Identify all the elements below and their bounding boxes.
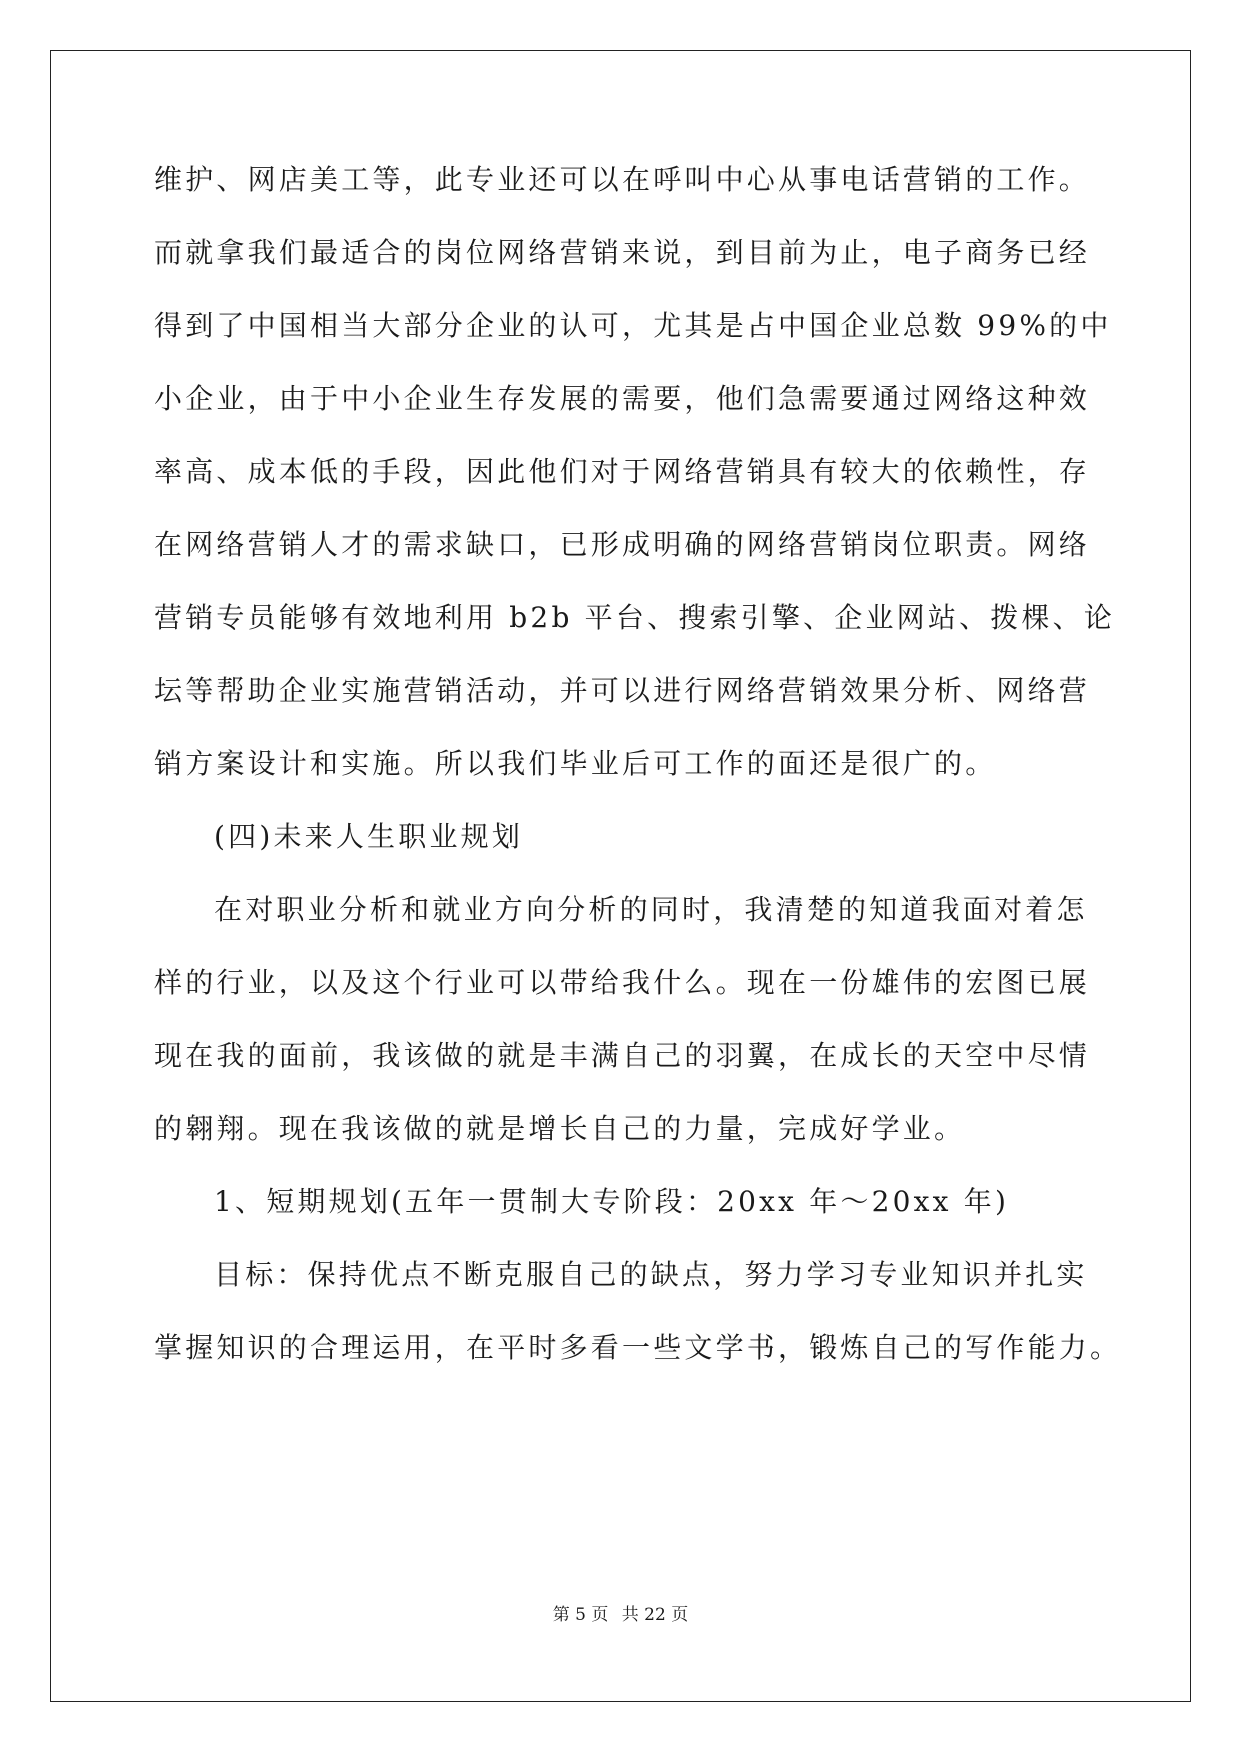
body-line: 现在我的面前，我该做的就是丰满自己的羽翼，在成长的天空中尽情 xyxy=(154,1039,1091,1072)
body-line: 的翱翔。现在我该做的就是增长自己的力量，完成好学业。 xyxy=(154,1112,966,1145)
body-line: 营销专员能够有效地利用 b2b 平台、搜索引擎、企业网站、拨棵、论 xyxy=(154,601,1116,634)
page-border xyxy=(50,50,1191,1702)
body-line: 销方案设计和实施。所以我们毕业后可工作的面还是很广的。 xyxy=(154,747,997,780)
body-line: 而就拿我们最适合的岗位网络营销来说，到目前为止，电子商务已经 xyxy=(154,236,1091,269)
page-total: 共 22 页 xyxy=(621,1605,689,1625)
body-line: 得到了中国相当大部分企业的认可，尤其是占中国企业总数 99%的中 xyxy=(154,309,1112,342)
section-heading: (四)未来人生职业规划 xyxy=(214,820,524,853)
body-line: 在对职业分析和就业方向分析的同时，我清楚的知道我面对着怎 xyxy=(214,893,1088,926)
page-number: 第 5 页 xyxy=(552,1605,609,1625)
body-line: 在网络营销人才的需求缺口，已形成明确的网络营销岗位职责。网络 xyxy=(154,528,1091,561)
body-line: 掌握知识的合理运用，在平时多看一些文学书，锻炼自己的写作能力。 xyxy=(154,1331,1122,1364)
subsection-heading: 1、短期规划(五年一贯制大专阶段：20xx 年～20xx 年) xyxy=(214,1185,1010,1218)
body-line: 样的行业，以及这个行业可以带给我什么。现在一份雄伟的宏图已展 xyxy=(154,966,1091,999)
body-line: 目标：保持优点不断克服自己的缺点，努力学习专业知识并扎实 xyxy=(214,1258,1088,1291)
body-line: 坛等帮助企业实施营销活动，并可以进行网络营销效果分析、网络营 xyxy=(154,674,1091,707)
body-line: 小企业，由于中小企业生存发展的需要，他们急需要通过网络这种效 xyxy=(154,382,1091,415)
page-footer xyxy=(0,1600,1241,1625)
body-line: 维护、网店美工等，此专业还可以在呼叫中心从事电话营销的工作。 xyxy=(154,163,1091,196)
body-line: 率高、成本低的手段，因此他们对于网络营销具有较大的依赖性，存 xyxy=(154,455,1091,488)
